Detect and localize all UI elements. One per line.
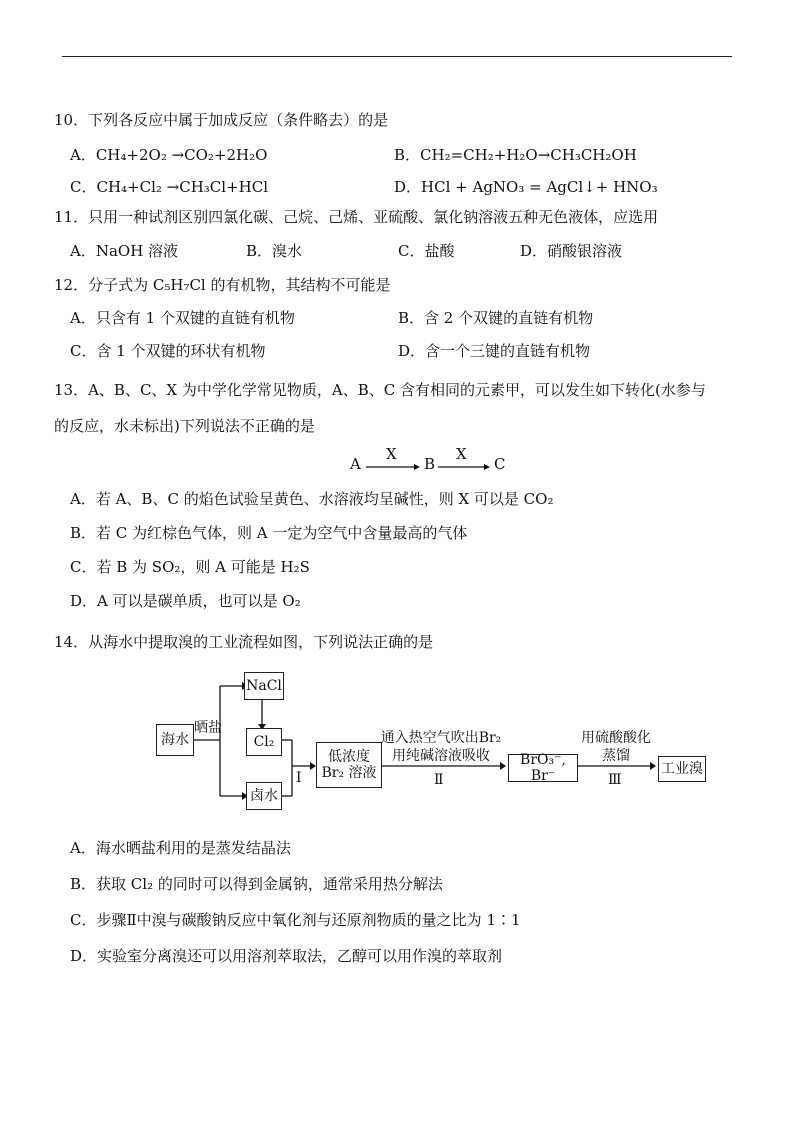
q14-option-a: A．海水晒盐利用的是蒸发结晶法 bbox=[70, 839, 291, 857]
label-sun-salt: 晒盐 bbox=[194, 720, 222, 736]
bromine-extraction-flowchart bbox=[150, 662, 710, 822]
chain-c: C bbox=[494, 455, 506, 473]
label-absorb: 用纯碱溶液吸收 bbox=[392, 748, 490, 764]
q14-option-c: C．步骤Ⅱ中溴与碳酸钠反应中氧化剂与还原剂物质的量之比为 1∶1 bbox=[70, 911, 521, 929]
chain-b: B bbox=[424, 455, 436, 473]
q11-option-a: A．NaOH 溶液 bbox=[70, 242, 179, 260]
box-product: 工业溴 bbox=[658, 756, 706, 782]
q14-option-d: D．实验室分离溴还可以用溶剂萃取法，乙醇可以用作溴的萃取剂 bbox=[70, 947, 503, 965]
label-distill: 蒸馏 bbox=[602, 748, 630, 764]
chain-x1: X bbox=[386, 445, 397, 463]
q14-stem: 14．从海水中提取溴的工业流程如图，下列说法正确的是 bbox=[54, 633, 434, 651]
q12-option-a: A．只含有 1 个双键的直链有机物 bbox=[70, 309, 295, 327]
low-br2-line2: Br₂ 溶液 bbox=[321, 765, 377, 781]
q13-stem-line1: 13．A、B、C、X 为中学化学常见物质，A、B、C 含有相同的元素甲，可以发生如下转化(水参与 bbox=[54, 381, 706, 399]
q10-option-c: C．CH₄+Cl₂ →CH₃Cl+HCl bbox=[70, 178, 269, 196]
q13-option-b: B．若 C 为红棕色气体，则 A 一定为空气中含量最高的气体 bbox=[70, 524, 468, 542]
label-step-1: Ⅰ bbox=[296, 770, 302, 786]
box-low-conc-br2 bbox=[316, 742, 382, 788]
q11-option-c: C．盐酸 bbox=[398, 242, 455, 260]
label-step-3: Ⅲ bbox=[608, 772, 622, 788]
label-acidify: 用硫酸酸化 bbox=[581, 730, 651, 746]
q13-option-c: C．若 B 为 SO₂，则 A 可能是 H₂S bbox=[70, 558, 310, 576]
q10-option-d: D．HCl + AgNO₃ = AgCl↓+ HNO₃ bbox=[394, 178, 658, 196]
box-seawater: 海水 bbox=[156, 724, 194, 756]
q11-option-d: D．硝酸银溶液 bbox=[520, 242, 623, 260]
low-br2-line1: 低浓度 bbox=[328, 749, 370, 765]
header-rule bbox=[62, 56, 732, 57]
chain-a: A bbox=[350, 455, 361, 473]
q13-option-a: A．若 A、B、C 的焰色试验呈黄色、水溶液均呈碱性，则 X 可以是 CO₂ bbox=[70, 490, 554, 508]
q10-option-b: B．CH₂=CH₂+H₂O→CH₃CH₂OH bbox=[394, 146, 637, 164]
q10-option-a: A．CH₄+2O₂ →CO₂+2H₂O bbox=[70, 146, 268, 164]
q12-option-c: C．含 1 个双键的环状有机物 bbox=[70, 342, 266, 360]
q12-stem: 12．分子式为 C₅H₇Cl 的有机物，其结构不可能是 bbox=[54, 276, 391, 294]
label-step-2: Ⅱ bbox=[434, 772, 444, 788]
q11-option-b: B．溴水 bbox=[246, 242, 303, 260]
q10-stem: 10．下列各反应中属于加成反应（条件略去）的是 bbox=[54, 111, 389, 129]
box-brine: 卤水 bbox=[246, 782, 282, 810]
q13-reaction-chain bbox=[348, 446, 518, 474]
box-cl2: Cl₂ bbox=[246, 728, 282, 756]
box-ions: BrO₃⁻, Br⁻ bbox=[508, 754, 578, 782]
chain-x2: X bbox=[456, 445, 467, 463]
q11-stem: 11．只用一种试剂区别四氯化碳、己烷、己烯、亚硫酸、氯化钠溶液五种无色液体，应选用 bbox=[54, 208, 659, 226]
q14-option-b: B．获取 Cl₂ 的同时可以得到金属钠，通常采用热分解法 bbox=[70, 875, 443, 893]
q12-option-d: D．含一个三键的直链有机物 bbox=[398, 342, 591, 360]
q13-stem-line2: 的反应，水未标出)下列说法不正确的是 bbox=[54, 417, 315, 435]
q13-option-d: D．A 可以是碳单质，也可以是 O₂ bbox=[70, 592, 301, 610]
box-nacl: NaCl bbox=[244, 672, 284, 700]
label-blow-out: 通入热空气吹出Br₂ bbox=[380, 730, 502, 746]
q12-option-b: B．含 2 个双键的直链有机物 bbox=[398, 309, 594, 327]
